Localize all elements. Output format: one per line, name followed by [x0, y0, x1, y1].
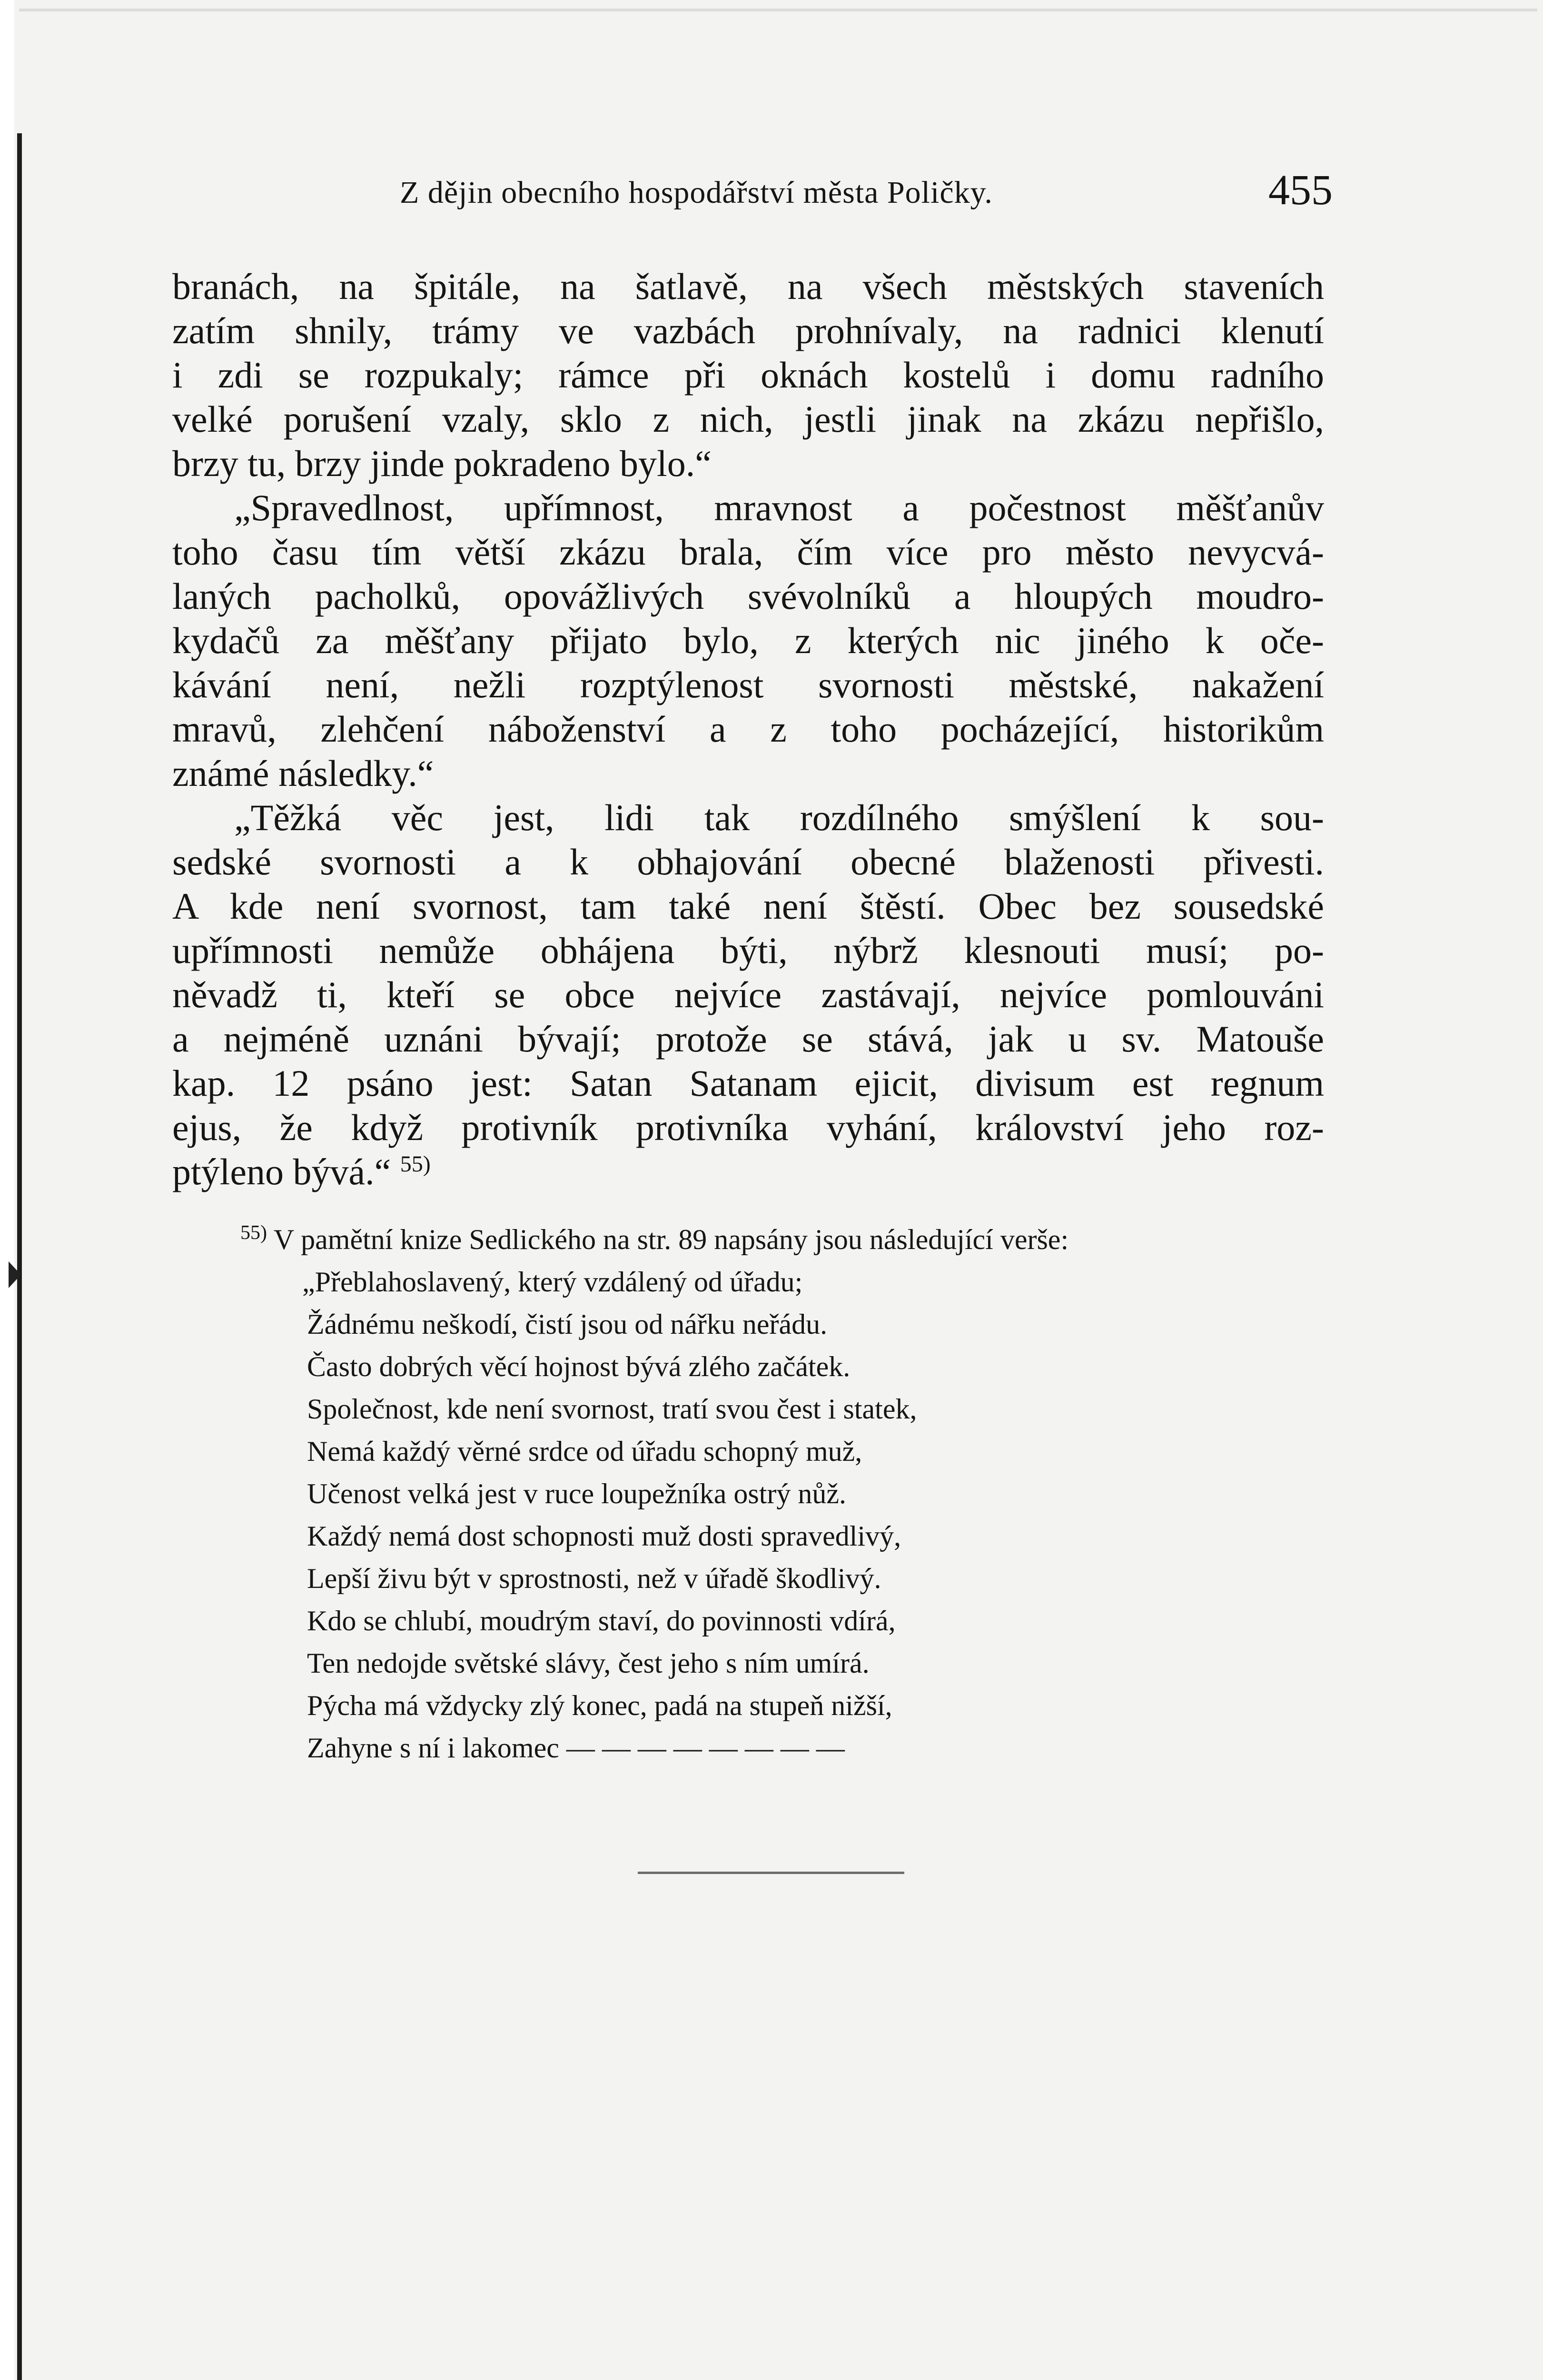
footnote-reference[interactable]: 55)	[400, 1151, 431, 1177]
paragraph-start-line: „Těžká věc jest, lidi tak rozdílného smýšlení k sou-	[234, 797, 1324, 838]
verse-line: Učenost velká jest v ruce loupežníka ostrý nůž.	[307, 1478, 846, 1509]
page-left-margin	[0, 0, 14, 2380]
text-line: kávání není, nežli rozptýlenost svornosti městské, nakažení	[172, 664, 1324, 705]
text-line-last	[172, 1150, 1324, 1194]
main-text	[172, 264, 1324, 1194]
paragraph-start-line: „Spravedlnost, upřímnost, mravnost a počestnost měšťanův	[234, 487, 1324, 528]
text-line: kap. 12 psáno jest: Satan Satanam ejicit, divisum est regnum	[172, 1062, 1324, 1104]
footnote-intro-line	[240, 1219, 1335, 1261]
binding-edge-mark	[9, 1261, 21, 1288]
verse-line: Zahyne s ní i lakomec — — — — — — — —	[307, 1732, 845, 1764]
page-number: 455	[1268, 167, 1333, 214]
text-line: branách, na špitále, na šatlavě, na všech městských staveních	[172, 266, 1324, 307]
text-line: toho času tím větší zkázu brala, čím více pro město nevycvá-	[172, 531, 1324, 573]
binding-edge	[17, 133, 22, 2380]
section-end-rule	[638, 1872, 904, 1874]
running-head: Z dějin obecního hospodářství města Poličky.	[400, 175, 993, 210]
text-line: brzy tu, brzy jinde pokradeno bylo.“	[172, 443, 712, 484]
verse-line: Nemá každý věrné srdce od úřadu schopný muž,	[307, 1436, 862, 1467]
verse-line: Společnost, kde není svornost, tratí svou čest i statek,	[307, 1393, 917, 1425]
footnote	[240, 1219, 1335, 1769]
verse-line: Často dobrých věcí hojnost bývá zlého začátek.	[307, 1351, 851, 1382]
text-line: laných pacholků, opovážlivých svévolníků a hloupých moudro-	[172, 575, 1324, 617]
verse-line: Pýcha má vždycky zlý konec, padá na stupeň nižší,	[307, 1690, 892, 1721]
text-line: upřímnosti nemůže obhájena býti, nýbrž klesnouti musí; po-	[172, 930, 1324, 971]
text-line: kydačů za měšťany přijato bylo, z kterých nic jiného k oče-	[172, 620, 1324, 661]
text-line: a nejméně uznáni bývají; protože se stává, jak u sv. Matouše	[172, 1018, 1324, 1060]
footnote-intro: V pamětní knize Sedlického na str. 89 napsány jsou následující verše:	[273, 1224, 1069, 1255]
text-line: něvadž ti, kteří se obce nejvíce zastávají, nejvíce pomlouváni	[172, 974, 1324, 1015]
verse-line: Každý nemá dost schopnosti muž dosti spravedlivý,	[307, 1520, 901, 1552]
text-line: velké porušení vzaly, sklo z nich, jestli jinak na zkázu nepřišlo,	[172, 398, 1324, 440]
text-line: i zdi se rozpukaly; rámce při oknách kostelů i domu radního	[172, 354, 1324, 396]
text-line: sedské svornosti a k obhajování obecné blaženosti přivesti.	[172, 841, 1324, 883]
footnote-marker: 55)	[240, 1222, 267, 1244]
verse-line: „Přeblahoslavený, který vzdálený od úřadu;	[302, 1266, 803, 1298]
verse-line: Ten nedojde světské slávy, čest jeho s ním umírá.	[307, 1647, 870, 1679]
top-scan-edge	[19, 9, 1537, 11]
verse-line: Kdo se chlubí, moudrým staví, do povinnosti vdírá,	[307, 1605, 896, 1636]
text-line: ejus, že když protivník protivníka vyhání, království jeho roz-	[172, 1107, 1324, 1148]
verse-line: Žádnému neškodí, čistí jsou od nářku neřádu.	[307, 1309, 828, 1340]
text-line: A kde není svornost, tam také není štěstí. Obec bez sousedské	[172, 885, 1324, 927]
verse-line: Lepší živu být v sprostnosti, než v úřadě škodlivý.	[307, 1563, 881, 1594]
text-line: známé následky.“	[172, 753, 434, 794]
text-line: zatím shnily, trámy ve vazbách prohnívaly, na radnici klenutí	[172, 310, 1324, 351]
text-line: mravů, zlehčení náboženství a z toho pocházející, historikům	[172, 708, 1324, 750]
text-line: ptýleno bývá.“	[172, 1151, 391, 1192]
